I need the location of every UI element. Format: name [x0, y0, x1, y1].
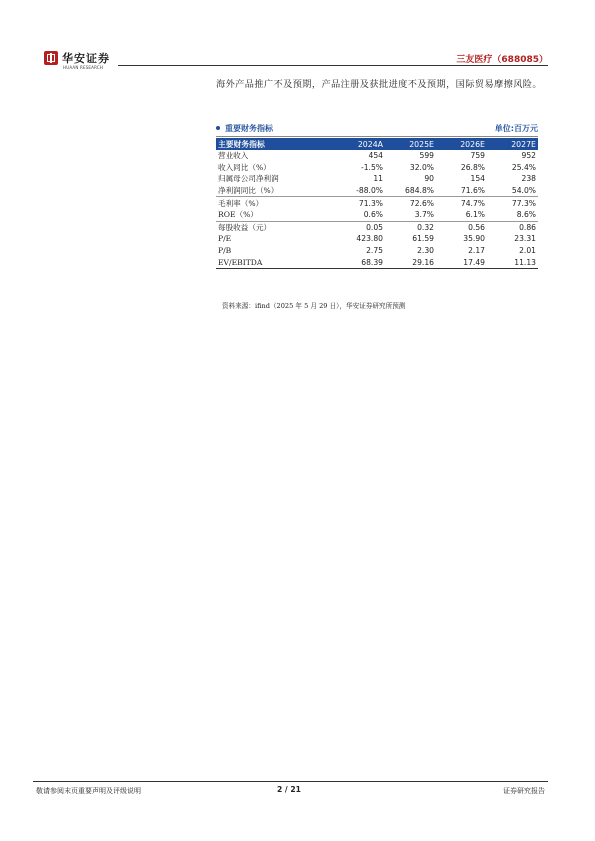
table-cell: 599: [419, 151, 434, 161]
row-label: EV/EBITDA: [216, 256, 334, 268]
table-cell: 238: [521, 174, 536, 184]
column-header: 2026E: [436, 138, 487, 150]
unit-label: 单位:百万元: [494, 124, 538, 133]
row-label: ROE（%）: [218, 210, 258, 220]
table-row: [216, 150, 538, 162]
table-cell: 423.80: [356, 234, 383, 244]
report-type: 证券研究报告: [503, 787, 545, 795]
logo-subtext: HUAAN RESEARCH: [63, 65, 104, 70]
section-title-text: 重要财务指标: [225, 124, 273, 133]
column-header: 2027E: [487, 138, 538, 150]
table-row: [216, 162, 538, 174]
table-cell: 68.39: [334, 256, 385, 268]
table-cell: 0.32: [385, 221, 436, 233]
table-cell: 8.6%: [516, 210, 536, 220]
table-cell: 454: [368, 151, 383, 161]
row-label: P/E: [218, 234, 232, 244]
table-cell: 11.13: [487, 256, 538, 268]
column-header: 2025E: [385, 138, 436, 150]
table-row: [216, 221, 538, 233]
table-row: [216, 173, 538, 185]
table-cell: 0.56: [436, 221, 487, 233]
column-header: 主要财务指标: [216, 138, 334, 150]
table-row: [216, 197, 538, 209]
table-cell: 71.3%: [334, 197, 385, 209]
row-label: 每股收益（元）: [216, 221, 334, 233]
table-cell: 74.7%: [436, 197, 487, 209]
table-cell: 77.3%: [487, 197, 538, 209]
row-label: P/B: [218, 246, 232, 256]
table-cell: 90: [424, 174, 434, 184]
table-cell: 0.86: [487, 221, 538, 233]
table-cell: 11: [373, 174, 383, 184]
disclaimer-note: 敬请参阅末页重要声明及评级说明: [36, 787, 141, 795]
table-cell: 0.05: [334, 221, 385, 233]
page-number: 2 / 21: [277, 785, 301, 794]
table-cell: 759: [470, 151, 485, 161]
row-label: 归属母公司净利润: [218, 174, 279, 184]
table-cell: 2.30: [417, 246, 434, 256]
row-label: 毛利率（%）: [216, 197, 334, 209]
table-cell: 684.8%: [405, 186, 434, 196]
header-divider: [118, 65, 548, 66]
table-cell: 17.49: [436, 256, 487, 268]
table-header-row: [216, 138, 538, 150]
table-cell: 35.90: [463, 234, 485, 244]
table-cell: 61.59: [412, 234, 434, 244]
table-cell: 2.75: [366, 246, 383, 256]
financial-indicators-table: [216, 138, 538, 269]
bullet-icon: [216, 126, 220, 130]
row-label: 收入同比（%）: [218, 162, 271, 172]
table-cell: 0.6%: [363, 210, 383, 220]
table-row: [216, 233, 538, 245]
table-cell: 26.8%: [460, 162, 485, 172]
table-cell: 32.0%: [409, 162, 434, 172]
table-row: [216, 185, 538, 197]
company-logo-icon: [44, 51, 58, 65]
table-cell: 2.01: [519, 246, 536, 256]
row-label: 净利润同比（%）: [218, 186, 279, 196]
table-cell: 72.6%: [385, 197, 436, 209]
table-cell: -1.5%: [360, 162, 383, 172]
logo-text: 华安证券: [62, 52, 110, 65]
table-cell: 23.31: [514, 234, 536, 244]
table-cell: 952: [521, 151, 536, 161]
column-header: 2024A: [334, 138, 385, 150]
footer-divider: [33, 781, 548, 782]
table-cell: 2.17: [468, 246, 485, 256]
table-cell: 25.4%: [511, 162, 536, 172]
table-cell: 154: [470, 174, 485, 184]
table-row: [216, 256, 538, 268]
report-title: 三友医疗（688085）: [456, 55, 548, 65]
section-title: [216, 123, 273, 134]
table-cell: 3.7%: [414, 210, 434, 220]
table-cell: -88.0%: [356, 186, 383, 196]
row-label: 营业收入: [218, 151, 249, 161]
table-cell: 29.16: [385, 256, 436, 268]
table-section-header: [216, 123, 538, 137]
table-cell: 71.6%: [460, 186, 485, 196]
table-cell: 6.1%: [465, 210, 485, 220]
data-source-note: 资料来源：ifind（2025 年 5 月 29 日），华安证券研究所预测: [222, 302, 406, 310]
risk-paragraph: 海外产品推广不及预期，产品注册及获批进度不及预期，国际贸易摩擦风险。: [216, 79, 542, 90]
table-cell: 54.0%: [511, 186, 536, 196]
table-row: [216, 245, 538, 257]
table-row: [216, 209, 538, 221]
